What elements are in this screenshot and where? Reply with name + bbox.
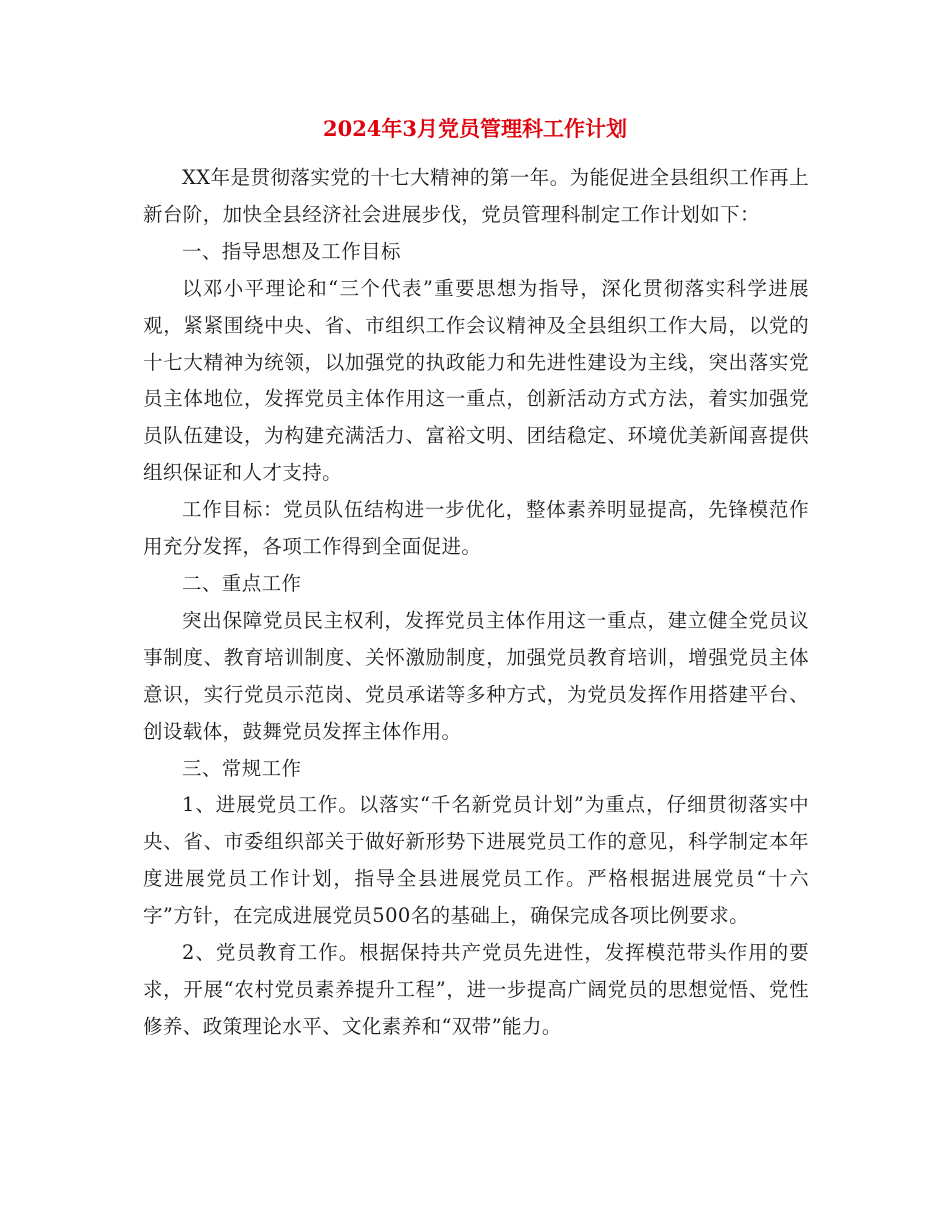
section-heading-key-work: 二、重点工作: [182, 571, 302, 595]
key-work-paragraph: 突出保障党员民主权利，发挥党员主体作用这一重点，建立健全党员议事制度、教育培训制度、关怀激励制度，加强党员教育培训，增强党员主体意识，实行党员示范岗、党员承诺等多种方式，为党员发挥作用搭建平台、创设载体，鼓舞党员发挥主体作用。: [143, 608, 809, 743]
section-heading-guiding-ideology: 一、指导思想及工作目标: [182, 239, 401, 263]
intro-paragraph: XX年是贯彻落实党的十七大精神的第一年。为能促进全县组织工作再上新台阶，加快全县经济社会进展步伐，党员管理科制定工作计划如下：: [143, 166, 809, 226]
party-development-paragraph: 1、进展党员工作。以落实“千名新党员计划”为重点，仔细贯彻落实中央、省、市委组织部关于做好新形势下进展党员工作的意见，科学制定本年度进展党员工作计划，指导全县进展党员工作。严格根据进展党员“十六字”方针，在完成进展党员500名的基础上，确保完成各项比例要求。: [143, 793, 809, 928]
document-body: [143, 160, 809, 1046]
party-education-paragraph: 2、党员教育工作。根据保持共产党员先进性，发挥模范带头作用的要求，开展“农村党员素养提升工程”，进一步提高广阔党员的思想觉悟、党性修养、政策理论水平、文化素养和“双带”能力。: [143, 941, 809, 1038]
work-goal-paragraph: 工作目标：党员队伍结构进一步优化，整体素养明显提高，先锋模范作用充分发挥，各项工作得到全面促进。: [143, 498, 809, 559]
guiding-ideology-paragraph: 以邓小平理论和“三个代表”重要思想为指导，深化贯彻落实科学进展观，紧紧围绕中央、省、市组织工作会议精神及全县组织工作大局，以党的十七大精神为统领，以加强党的执政能力和先进性建设为主线，突出落实党员主体地位，发挥党员主体作用这一重点，创新活动方式方法，着实加强党员队伍建设，为构建充满活力、富裕文明、团结稳定、环境优美新闻喜提供组织保证和人才支持。: [143, 276, 809, 485]
section-heading-routine-work: 三、常规工作: [182, 756, 302, 780]
document-title: 2024年3月党员管理科工作计划: [322, 116, 628, 141]
